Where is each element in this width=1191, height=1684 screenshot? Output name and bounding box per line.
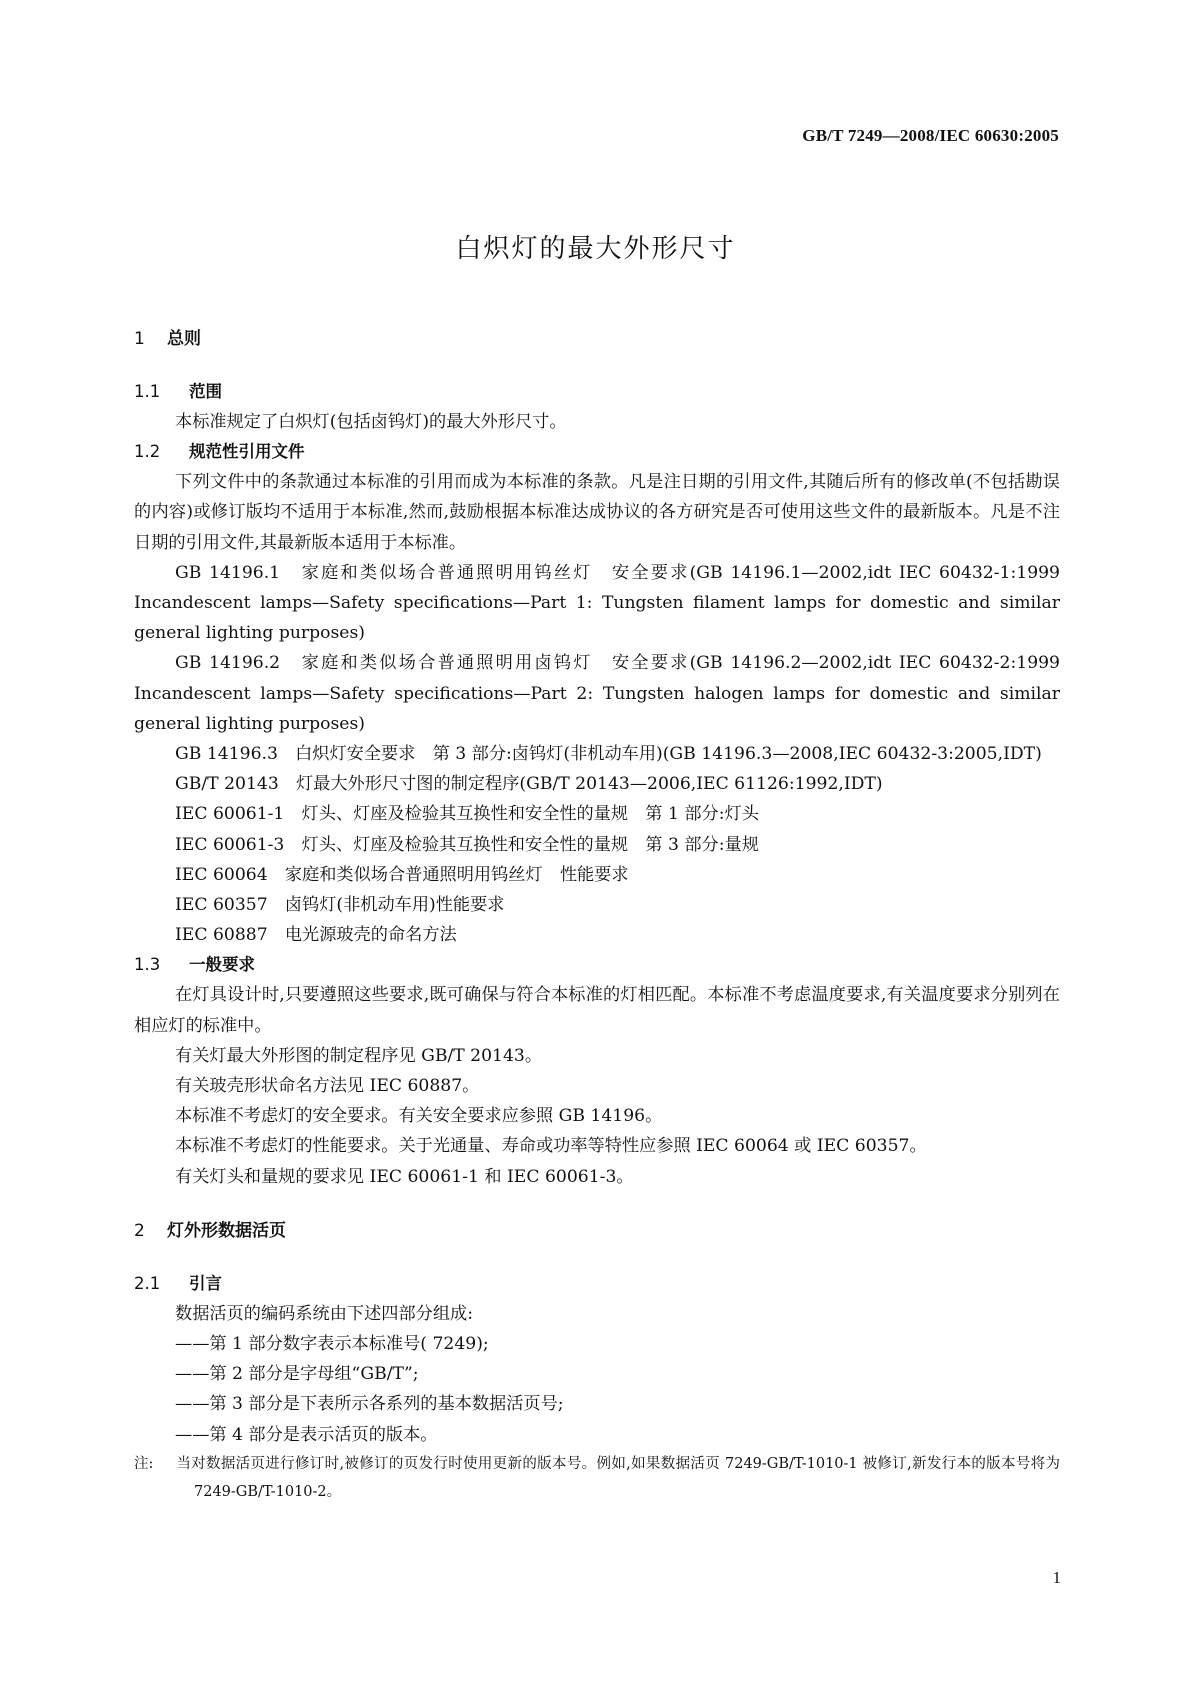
section-1-3-title: 一般要求 [189, 955, 255, 975]
section-1-2-number: 1.2 [134, 442, 161, 462]
coding-list-item: ——第 4 部分是表示活页的版本。 [175, 1424, 438, 1445]
coding-list-item: ——第 3 部分是下表所示各系列的基本数据活页号; [175, 1394, 564, 1415]
page-number: 1 [1052, 1568, 1061, 1587]
general-requirement-paragraph: 有关灯最大外形图的制定程序见 GB/T 20143。 [175, 1045, 543, 1066]
document-title: 白炽灯的最大外形尺寸 [455, 234, 736, 264]
section-1-number: 1 [134, 329, 145, 349]
note-text: 当对数据活页进行修订时,被修订的页发行时使用更新的版本号。例如,如果数据活页 7249-GB/T-1010-1 被修订,新发行本的版本号将为 7249-GB/T-1010-2。 [176, 1455, 1060, 1500]
revision-note [134, 1450, 1060, 1506]
reference-item: IEC 60887 电光源玻壳的命名方法 [175, 925, 457, 946]
section-1-3-number: 1.3 [134, 955, 161, 975]
scope-text: 本标准规定了白炽灯(包括卤钨灯)的最大外形尺寸。 [175, 412, 567, 432]
section-1-3-heading [134, 950, 1060, 980]
reference-item: IEC 60061-1 灯头、灯座及检验其互换性和安全性的量规 第 1 部分:灯头 [175, 804, 759, 825]
section-1-1-heading [134, 377, 1060, 407]
general-requirement-paragraph: 本标准不考虑灯的安全要求。有关安全要求应参照 GB 14196。 [175, 1106, 663, 1127]
reference-item: IEC 60064 家庭和类似场合普通照明用钨丝灯 性能要求 [175, 864, 629, 885]
coding-list-item: ——第 2 部分是字母组“GB/T”; [175, 1364, 419, 1385]
section-1-1-number: 1.1 [134, 382, 161, 401]
section-1-2-heading [134, 437, 1060, 467]
section-2-1-heading [134, 1269, 1060, 1299]
general-requirement-paragraph: 在灯具设计时,只要遵照这些要求,既可确保与符合本标准的灯相匹配。本标准不考虑温度要求,有关温度要求分别列在相应灯的标准中。 [134, 985, 1060, 1036]
reference-item: GB/T 20143 灯最大外形尺寸图的制定程序(GB/T 20143—2006,IEC 61126:1992,IDT) [175, 774, 883, 795]
note-label: 注: [134, 1455, 154, 1472]
standard-code: GB/T 7249—2008/IEC 60630:2005 [802, 126, 1059, 145]
reference-item: GB 14196.3 白炽灯安全要求 第 3 部分:卤钨灯(非机动车用)(GB 14196.3—2008,IEC 60432-3:2005,IDT) [175, 744, 1042, 765]
section-1-2-title: 规范性引用文件 [189, 442, 305, 462]
section-2-title: 灯外形数据活页 [167, 1220, 286, 1241]
section-2-1-title: 引言 [189, 1273, 222, 1293]
general-requirement-paragraph: 本标准不考虑灯的性能要求。关于光通量、寿命或功率等特性应参照 IEC 60064 或 IEC 60357。 [175, 1136, 927, 1157]
general-requirement-paragraph: 有关玻壳形状命名方法见 IEC 60887。 [175, 1076, 480, 1097]
section-1-1-title: 范围 [189, 382, 222, 401]
section-1-heading [134, 324, 1060, 354]
reference-item: GB 14196.1 家庭和类似场合普通照明用钨丝灯 安全要求(GB 14196.1—2002,idt IEC 60432-1:1999 Incandescent lamps—Safety specifications—Part 1: Tungsten filament lamps for domestic and similar general lighting purposes) [134, 562, 1060, 644]
section-1-title: 总则 [167, 329, 201, 349]
references-intro: 下列文件中的条款通过本标准的引用而成为本标准的条款。凡是注日期的引用文件,其随后所有的修改单(不包括勘误的内容)或修订版均不适用于本标准,然而,鼓励根据本标准达成协议的各方研究是否可使用这些文件的最新版本。凡是不注日期的引用文件,其最新版本适用于本标准。 [134, 472, 1060, 553]
coding-intro: 数据活页的编码系统由下述四部分组成: [175, 1303, 473, 1324]
reference-item: IEC 60357 卤钨灯(非机动车用)性能要求 [175, 895, 505, 916]
general-requirement-paragraph: 有关灯头和量规的要求见 IEC 60061-1 和 IEC 60061-3。 [175, 1166, 634, 1187]
section-2-heading [134, 1216, 1060, 1246]
section-2-number: 2 [134, 1220, 145, 1241]
reference-item: IEC 60061-3 灯头、灯座及检验其互换性和安全性的量规 第 3 部分:量规 [175, 834, 759, 855]
coding-list-item: ——第 1 部分数字表示本标准号( 7249); [175, 1334, 489, 1355]
document-body [134, 324, 1060, 1506]
reference-item: GB 14196.2 家庭和类似场合普通照明用卤钨灯 安全要求(GB 14196.2—2002,idt IEC 60432-2:1999 Incandescent lamps—Safety specifications—Part 2: Tungsten halogen lamps for domestic and similar general lighting purposes) [134, 653, 1060, 734]
section-2-1-number: 2.1 [134, 1273, 161, 1293]
